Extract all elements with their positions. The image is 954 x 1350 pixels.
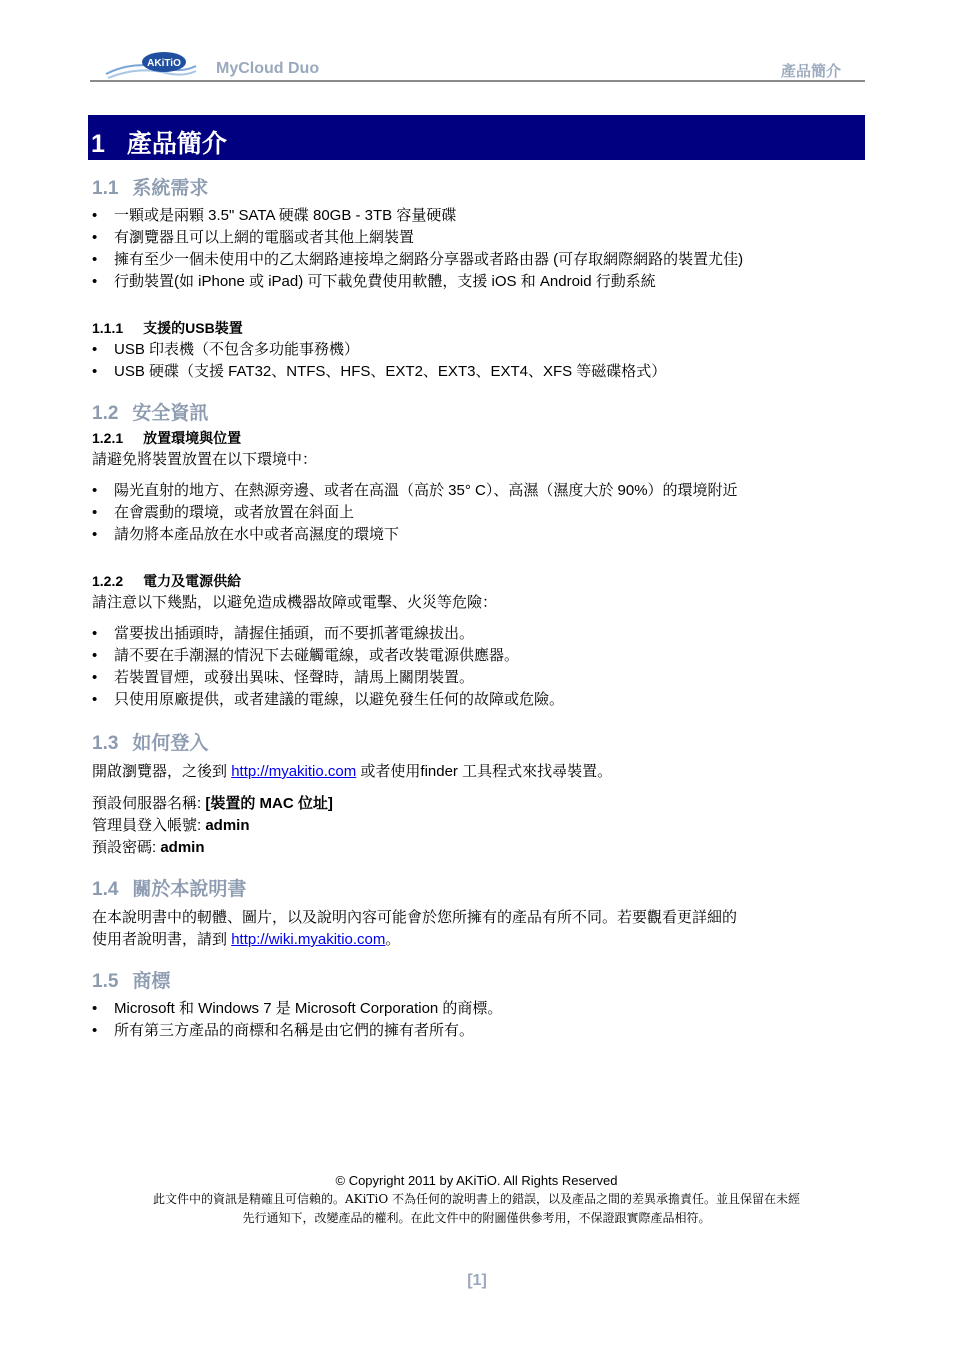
list-item: • 當要拔出插頭時，請握住插頭，而不要抓著電線拔出。	[92, 623, 862, 645]
list-item: • 陽光直射的地方、在熱源旁邊、或者在高溫（高於 35° C）、高濕（濕度大於 90%）的環境附近	[92, 480, 862, 502]
chapter-title: 產品簡介	[126, 130, 227, 158]
section-1-5-heading: 1.5 商標	[92, 971, 171, 992]
default-server-name: 預設伺服器名稱: [裝置的 MAC 位址]	[92, 795, 333, 812]
page-content	[92, 160, 862, 1042]
section-1-2-heading: 1.2 安全資訊	[92, 403, 209, 424]
power-intro: 請注意以下幾點，以避免造成機器故障或電擊、火災等危險：	[92, 594, 498, 611]
list-item: • 在會震動的環境，或者放置在斜面上	[92, 502, 862, 524]
login-instructions: 開啟瀏覽器，之後到 http://myakitio.com 或者使用finder 工具程式來找尋裝置。	[92, 763, 613, 780]
manual-note: 在本說明書中的軔體、圖片，以及說明內容可能會於您所擁有的產品有所不同。若要觀看更詳細的 使用者說明書，請到 http://wiki.myakitio.com。	[92, 909, 738, 948]
trademark-list	[92, 998, 862, 1042]
copyright-notice: © Copyright 2011 by AKiTiO. All Rights Reserved	[335, 1173, 618, 1188]
power-list	[92, 623, 862, 711]
list-item: • 只使用原廠提供，或者建議的電線，以避免發生任何的故障或危險。	[92, 689, 862, 711]
list-item: • 若裝置冒煙，或發出異味、怪聲時，請馬上關閉裝置。	[92, 667, 862, 689]
header-product-name: MyCloud Duo	[216, 60, 320, 77]
list-item: • USB 印表機（不包含多功能事務機）	[92, 339, 862, 361]
environment-intro: 請避免將裝置放置在以下環境中：	[92, 451, 318, 468]
section-1-2-2-heading: 1.2.2 電力及電源供給	[92, 573, 242, 589]
page-footer	[88, 1172, 865, 1228]
usb-devices-list	[92, 339, 862, 383]
list-item: • 所有第三方產品的商標和名稱是由它們的擁有者所有。	[92, 1020, 862, 1042]
environment-list	[92, 480, 862, 546]
list-item: • Microsoft 和 Windows 7 是 Microsoft Corporation 的商標。	[92, 998, 862, 1020]
list-item: • 請勿將本產品放在水中或者高濕度的環境下	[92, 524, 862, 546]
disclaimer: 此文件中的資訊是精確且可信賴的。AKiTiO 不為任何的說明書上的錯誤，以及產品之間的差異承擔責任。並且保留在未經 先行通知下，改變產品的權利。在此文件中的附圖僅供參考用，不保證跟實際產品相符。	[153, 1192, 800, 1225]
header-section-title: 產品簡介	[780, 63, 841, 80]
section-1-1-heading: 1.1 系統需求	[92, 178, 209, 199]
section-1-2-1-heading: 1.2.1 放置環境與位置	[92, 430, 242, 446]
default-password: 預設密碼: admin	[92, 839, 205, 856]
admin-account: 管理員登入帳號: admin	[92, 817, 250, 834]
myakitio-link[interactable]: http://myakitio.com	[231, 763, 357, 780]
list-item: • 一顆或是兩顆 3.5" SATA 硬碟 80GB - 3TB 容量硬碟	[92, 205, 862, 227]
list-item: • 擁有至少一個未使用中的乙太網路連接埠之網路分享器或者路由器 (可存取網際網路的裝置尤佳)	[92, 249, 862, 271]
chapter-title-bar	[88, 115, 865, 160]
list-item: • 行動裝置(如 iPhone 或 iPad) 可下載免費使用軟體，支援 iOS 和 Android 行動系統	[92, 271, 862, 293]
chapter-number: 1	[91, 130, 105, 158]
page-number: [1]	[467, 1272, 487, 1289]
section-1-4-heading: 1.4 關於本說明書	[92, 879, 247, 900]
logo-text: AKiTiO	[147, 58, 181, 69]
header-divider	[90, 80, 865, 82]
list-item: • 有瀏覽器且可以上網的電腦或者其他上網裝置	[92, 227, 862, 249]
list-item: • USB 硬碟（支援 FAT32、NTFS、HFS、EXT2、EXT3、EXT4、XFS 等磁碟格式）	[92, 361, 862, 383]
section-1-1-1-heading: 1.1.1 支援的USB裝置	[92, 320, 243, 336]
akitio-logo	[104, 48, 198, 82]
system-requirements-list	[92, 205, 862, 293]
section-1-3-heading: 1.3 如何登入	[92, 733, 209, 754]
wiki-link[interactable]: http://wiki.myakitio.com	[231, 931, 386, 948]
page-header	[90, 48, 865, 88]
list-item: • 請不要在手潮濕的情況下去碰觸電線，或者改裝電源供應器。	[92, 645, 862, 667]
